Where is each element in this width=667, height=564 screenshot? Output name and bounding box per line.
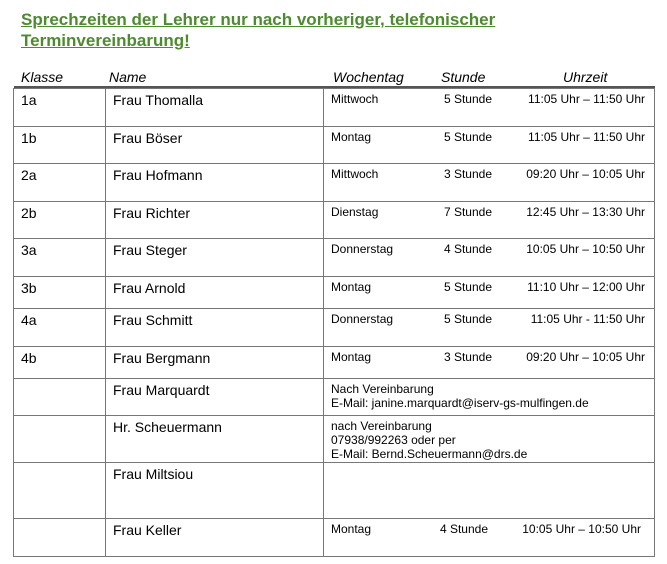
- info-cell: [324, 164, 655, 202]
- name-cell: Frau Richter: [106, 202, 324, 239]
- page-title: [21, 9, 641, 51]
- info-cell: [324, 347, 655, 379]
- stunde: 4 Stunde: [443, 242, 492, 256]
- name-cell: Frau Böser: [106, 127, 324, 164]
- klasse-cell: 1b: [14, 127, 106, 164]
- wochentag: Donnerstag: [331, 242, 394, 256]
- wochentag: Mittwoch: [331, 92, 379, 106]
- uhrzeit: 12:45 Uhr – 13:30 Uhr: [526, 205, 645, 219]
- table-row: [14, 239, 655, 277]
- info-cell: [324, 239, 655, 277]
- table-row: [14, 127, 655, 164]
- name-cell: Frau Hofmann: [106, 164, 324, 202]
- table-row: [14, 309, 655, 347]
- name-cell: Frau Thomalla: [106, 89, 324, 127]
- table-row: [14, 164, 655, 202]
- klasse-cell: 3b: [14, 277, 106, 309]
- title-line-2: Terminvereinbarung!: [21, 31, 190, 50]
- stunde: 3 Stunde: [443, 350, 492, 364]
- klasse-cell: [14, 519, 106, 557]
- name-cell: Frau Bergmann: [106, 347, 324, 379]
- uhrzeit: 10:05 Uhr – 10:50 Uhr: [522, 522, 641, 536]
- info-cell: [324, 463, 655, 519]
- name-cell: Frau Schmitt: [106, 309, 324, 347]
- header-uhrzeit: Uhrzeit: [563, 69, 608, 85]
- name-cell: Hr. Scheuermann: [106, 416, 324, 463]
- klasse-cell: [14, 379, 106, 416]
- table-row: [14, 347, 655, 379]
- uhrzeit: 09:20 Uhr – 10:05 Uhr: [526, 167, 645, 181]
- note-line: Nach Vereinbarung: [331, 382, 434, 396]
- note-line: nach Vereinbarung: [331, 419, 432, 433]
- info-cell: [324, 416, 655, 463]
- wochentag: Dienstag: [331, 205, 379, 219]
- stunde: 4 Stunde: [439, 522, 488, 536]
- name-cell: Frau Keller: [106, 519, 324, 557]
- name-cell: Frau Miltsiou: [106, 463, 324, 519]
- table-row: [14, 416, 655, 463]
- info-cell: [324, 202, 655, 239]
- stunde: 5 Stunde: [443, 312, 492, 326]
- title-line-1: Sprechzeiten der Lehrer nur nach vorheriger, telefonischer: [21, 10, 496, 29]
- table-row: [14, 379, 655, 416]
- info-cell: [324, 519, 655, 557]
- wochentag: Montag: [331, 280, 372, 294]
- uhrzeit: 11:05 Uhr - 11:50 Uhr: [530, 312, 645, 326]
- stunde: 5 Stunde: [443, 280, 492, 294]
- uhrzeit: 09:20 Uhr – 10:05 Uhr: [526, 350, 645, 364]
- klasse-cell: 3a: [14, 239, 106, 277]
- klasse-cell: 4a: [14, 309, 106, 347]
- klasse-cell: 4b: [14, 347, 106, 379]
- table-row: [14, 277, 655, 309]
- wochentag: Mittwoch: [331, 167, 379, 181]
- info-cell: [324, 277, 655, 309]
- name-cell: Frau Steger: [106, 239, 324, 277]
- uhrzeit: 10:05 Uhr – 10:50 Uhr: [526, 242, 645, 256]
- stunde: 5 Stunde: [443, 92, 492, 106]
- table-row: [14, 519, 655, 557]
- header-name: Name: [109, 69, 147, 85]
- info-cell: [324, 127, 655, 164]
- klasse-cell: 2a: [14, 164, 106, 202]
- klasse-cell: 2b: [14, 202, 106, 239]
- header-klasse: Klasse: [21, 69, 64, 85]
- name-cell: Frau Marquardt: [106, 379, 324, 416]
- table-row: [14, 202, 655, 239]
- klasse-cell: 1a: [14, 89, 106, 127]
- table-row: [14, 463, 655, 519]
- uhrzeit: 11:05 Uhr – 11:50 Uhr: [528, 130, 645, 144]
- header-wochentag: Wochentag: [333, 69, 404, 85]
- wochentag: Montag: [331, 130, 372, 144]
- uhrzeit: 11:10 Uhr – 12:00 Uhr: [527, 280, 645, 294]
- header-stunde: Stunde: [441, 69, 486, 85]
- note-line: 07938/992263 oder per: [331, 433, 456, 447]
- wochentag: Donnerstag: [331, 312, 394, 326]
- info-cell: [324, 309, 655, 347]
- table-row: [14, 89, 655, 127]
- info-cell: [324, 89, 655, 127]
- stunde: 3 Stunde: [443, 167, 492, 181]
- wochentag: Montag: [331, 350, 372, 364]
- uhrzeit: 11:05 Uhr – 11:50 Uhr: [528, 92, 645, 106]
- info-cell: [324, 379, 655, 416]
- klasse-cell: [14, 416, 106, 463]
- schedule-table: [13, 88, 655, 557]
- stunde: 5 Stunde: [443, 130, 492, 144]
- name-cell: Frau Arnold: [106, 277, 324, 309]
- note-line: E-Mail: Bernd.Scheuermann@drs.de: [331, 447, 528, 461]
- klasse-cell: [14, 463, 106, 519]
- stunde: 7 Stunde: [443, 205, 492, 219]
- note-line: E-Mail: janine.marquardt@iserv-gs-mulfingen.de: [331, 396, 589, 410]
- wochentag: Montag: [331, 522, 372, 536]
